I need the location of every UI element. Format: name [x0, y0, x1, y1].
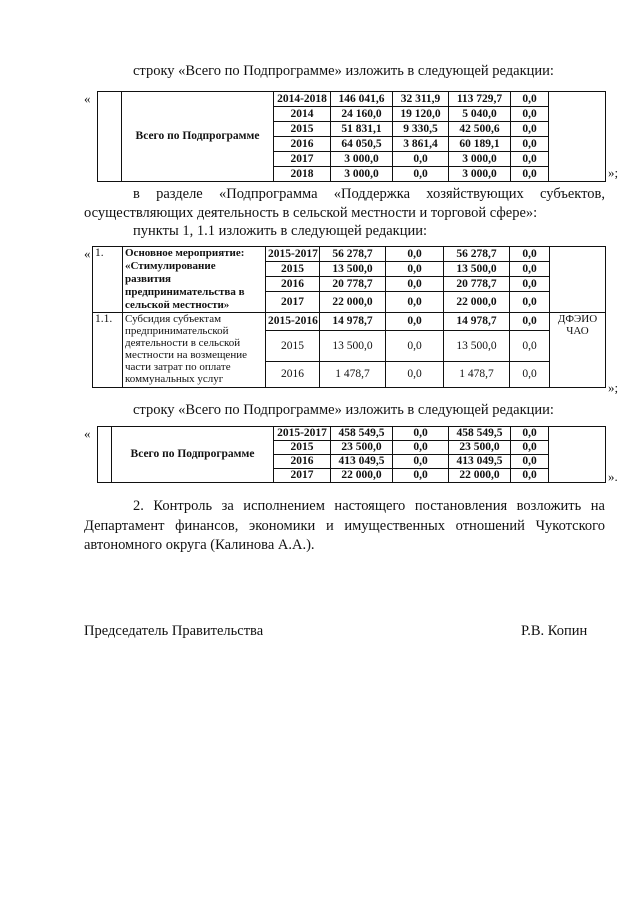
table-row — [98, 427, 606, 441]
table-cell: 0,0 — [510, 313, 550, 331]
table-cell: 24 160,0 — [331, 107, 393, 122]
paragraph-control-line-2: Департамент финансов, экономики и имущественных отношений Чукотского — [84, 518, 605, 534]
table-cell: 0,0 — [511, 152, 549, 167]
opening-quote: « — [84, 246, 91, 261]
table-cell: 0,0 — [511, 441, 549, 455]
table-cell: 0,0 — [511, 92, 549, 107]
table-cell: 1 478,7 — [320, 362, 386, 388]
table-cell: 0,0 — [510, 362, 550, 388]
table-cell: 2014-2018 — [274, 92, 331, 107]
table-row — [98, 92, 606, 107]
table-cell: 0,0 — [393, 167, 449, 182]
item-label: Основное мероприятие: «Стимулирование развития предпринимательства в сельской местности» — [123, 247, 266, 313]
item-number: 1.1. — [93, 313, 123, 388]
signature-title: Председатель Правительства — [84, 623, 264, 639]
paragraph-control-line-3: автономного округа (Калинова А.А.). — [84, 537, 315, 553]
table-cell: 113 729,7 — [449, 92, 511, 107]
table-cell: 22 000,0 — [320, 292, 386, 313]
table-cell: 0,0 — [386, 331, 444, 362]
table-cell: 2017 — [266, 292, 320, 313]
table-cell: 2015-2017 — [266, 247, 320, 262]
table-row — [93, 313, 606, 331]
table-cell: 13 500,0 — [444, 331, 510, 362]
table-cell: 0,0 — [510, 331, 550, 362]
paragraph-intro-2: строку «Всего по Подпрограмме» изложить в следующей редакции: — [133, 402, 554, 418]
closing-quote: ». — [608, 469, 618, 484]
table-cell: 0,0 — [510, 247, 550, 262]
closing-quote: »; — [608, 165, 619, 180]
table-cell: 56 278,7 — [320, 247, 386, 262]
table-cell: 0,0 — [510, 292, 550, 313]
table-cell: 0,0 — [511, 167, 549, 182]
paragraph-section-line-1: в разделе «Подпрограмма «Поддержка хозяйствующих субъектов, — [133, 186, 605, 202]
empty-cell — [549, 427, 606, 483]
table-cell: 0,0 — [393, 455, 449, 469]
table-cell: 0,0 — [510, 262, 550, 277]
table-cell: 3 000,0 — [331, 167, 393, 182]
executor-cell: ДФЭИО ЧАО — [550, 313, 606, 388]
table-cell: 458 549,5 — [449, 427, 511, 441]
paragraph-items: пункты 1, 1.1 изложить в следующей редакции: — [133, 223, 428, 239]
table-cell: 14 978,7 — [320, 313, 386, 331]
row-label: Всего по Подпрограмме — [112, 427, 274, 483]
table-cell: 2015 — [266, 262, 320, 277]
table-cell: 0,0 — [511, 107, 549, 122]
table-cell: 22 000,0 — [444, 292, 510, 313]
empty-cell — [549, 92, 606, 182]
table-cell: 0,0 — [510, 277, 550, 292]
table-cell: 2016 — [266, 277, 320, 292]
table-cell: 3 000,0 — [449, 167, 511, 182]
table-cell: 2018 — [274, 167, 331, 182]
table-cell: 23 500,0 — [449, 441, 511, 455]
row-label: Всего по Подпрограмме — [122, 92, 274, 182]
table-cell: 3 000,0 — [449, 152, 511, 167]
table-cell: 0,0 — [511, 427, 549, 441]
table-cell: 413 049,5 — [331, 455, 393, 469]
table-cell: 0,0 — [386, 292, 444, 313]
table-cell: 2017 — [274, 152, 331, 167]
table-cell: 51 831,1 — [331, 122, 393, 137]
table-cell: 0,0 — [511, 469, 549, 483]
table-cell: 2015 — [274, 122, 331, 137]
table-cell: 20 778,7 — [444, 277, 510, 292]
table-cell: 2015-2017 — [274, 427, 331, 441]
table-cell: 32 311,9 — [393, 92, 449, 107]
table-cell: 2015 — [274, 441, 331, 455]
table-cell: 2016 — [266, 362, 320, 388]
table-cell: 13 500,0 — [320, 262, 386, 277]
table-cell: 22 000,0 — [449, 469, 511, 483]
table-cell: 13 500,0 — [320, 331, 386, 362]
table-cell: 0,0 — [393, 441, 449, 455]
table-cell: 23 500,0 — [331, 441, 393, 455]
closing-quote: »; — [608, 380, 619, 395]
table-cell: 2017 — [274, 469, 331, 483]
table-cell: 2016 — [274, 137, 331, 152]
table-cell: 2014 — [274, 107, 331, 122]
table-cell: 146 041,6 — [331, 92, 393, 107]
signature-name: Р.В. Копин — [521, 623, 588, 639]
table-cell: 0,0 — [393, 152, 449, 167]
table-cell: 13 500,0 — [444, 262, 510, 277]
table-cell: 0,0 — [386, 313, 444, 331]
subprogram-total-table-1 — [97, 91, 606, 182]
table-cell: 22 000,0 — [331, 469, 393, 483]
table-cell: 413 049,5 — [449, 455, 511, 469]
table-cell: 20 778,7 — [320, 277, 386, 292]
table-cell: 2015 — [266, 331, 320, 362]
table-cell: 0,0 — [386, 362, 444, 388]
table-cell: 56 278,7 — [444, 247, 510, 262]
table-row — [93, 247, 606, 262]
table-cell: 19 120,0 — [393, 107, 449, 122]
item-label: Субсидия субъектам предпринимательской деятельности в сельской местности на возмещение части затрат по оплате коммунальных услуг — [123, 313, 266, 388]
table-cell: 3 861,4 — [393, 137, 449, 152]
table-cell: 3 000,0 — [331, 152, 393, 167]
paragraph-section-line-2: осуществляющих деятельность в сельской местности и торговой сфере»: — [84, 205, 538, 221]
item-number: 1. — [93, 247, 123, 313]
opening-quote: « — [84, 426, 91, 441]
table-cell: 0,0 — [393, 427, 449, 441]
empty-cell — [550, 247, 606, 313]
table-cell: 60 189,1 — [449, 137, 511, 152]
table-cell: 1 478,7 — [444, 362, 510, 388]
subprogram-total-table-2 — [97, 426, 606, 483]
paragraph-control-line-1: 2. Контроль за исполнением настоящего постановления возложить на — [133, 498, 605, 514]
table-cell: 0,0 — [386, 247, 444, 262]
paragraph-intro-1: строку «Всего по Подпрограмме» изложить в следующей редакции: — [133, 63, 554, 79]
table-cell: 0,0 — [511, 122, 549, 137]
table-cell: 0,0 — [393, 469, 449, 483]
table-cell: 0,0 — [386, 277, 444, 292]
table-cell: 0,0 — [386, 262, 444, 277]
table-cell: 0,0 — [511, 137, 549, 152]
table-cell: 9 330,5 — [393, 122, 449, 137]
items-table — [92, 246, 606, 388]
empty-cell — [98, 427, 112, 483]
table-cell: 458 549,5 — [331, 427, 393, 441]
table-cell: 2016 — [274, 455, 331, 469]
table-cell: 0,0 — [511, 455, 549, 469]
table-cell: 14 978,7 — [444, 313, 510, 331]
opening-quote: « — [84, 91, 91, 106]
table-cell: 42 500,6 — [449, 122, 511, 137]
table-cell: 5 040,0 — [449, 107, 511, 122]
table-cell: 64 050,5 — [331, 137, 393, 152]
table-cell: 2015-2016 — [266, 313, 320, 331]
empty-cell — [98, 92, 122, 182]
